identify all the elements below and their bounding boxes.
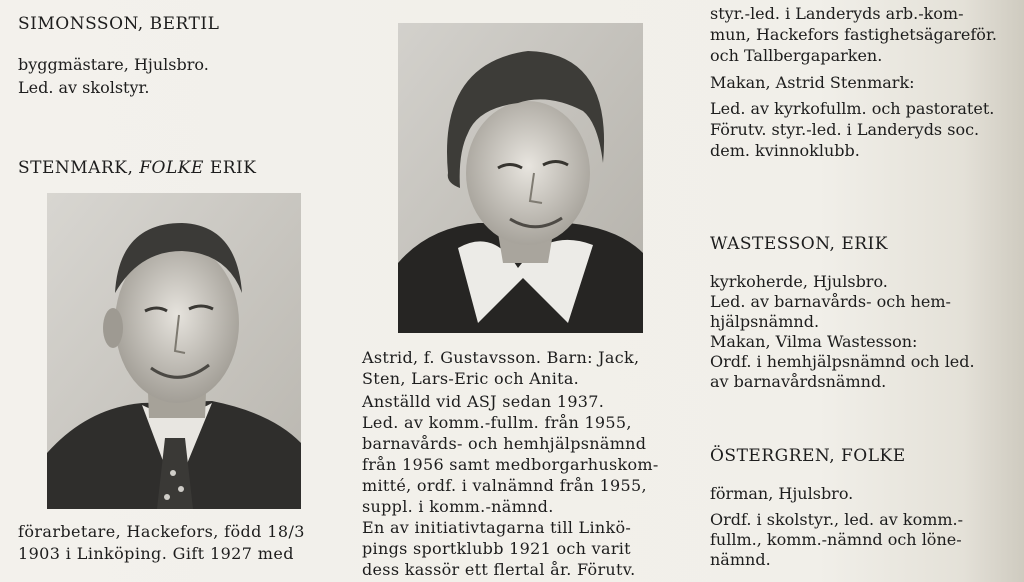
entry-text-line: Ordf. i skolstyr., led. av komm.- — [710, 510, 964, 529]
caption-line: 1903 i Linköping. Gift 1927 med — [18, 544, 294, 563]
entry-text-line: av barnavårdsnämnd. — [710, 372, 887, 391]
body-line: styr.-led. i Landeryds arb.-kom- — [710, 4, 964, 23]
body-line: barnavårds- och hemhjälpsnämnd — [362, 434, 647, 453]
entry-text-line: kyrkoherde, Hjulsbro. — [710, 272, 888, 291]
entry-name-stenmark — [18, 158, 256, 178]
portrait-photo-woman — [398, 23, 643, 333]
surname: SIMONSSON, — [18, 14, 144, 34]
caption-line: förarbetare, Hackefors, född 18/3 — [18, 522, 305, 541]
given-name-italic: FOLKE — [139, 158, 204, 178]
surname: STENMARK, — [18, 158, 134, 178]
body-line: Led. av komm.-fullm. från 1955, — [362, 413, 632, 432]
entry-text-line: hjälpsnämnd. — [710, 312, 820, 331]
given-name: BERTIL — [149, 14, 220, 34]
body-line: från 1956 samt medborgarhuskom- — [362, 455, 659, 474]
body-line: suppl. i komm.-nämnd. — [362, 497, 554, 516]
entry-text-line: fullm., komm.-nämnd och löne- — [710, 530, 962, 549]
body-line: Astrid, f. Gustavsson. Barn: Jack, — [362, 348, 640, 367]
body-line: Anställd vid ASJ sedan 1937. — [362, 392, 605, 411]
body-line: mitté, ordf. i valnämnd från 1955, — [362, 476, 647, 495]
body-line: Makan, Astrid Stenmark: — [710, 73, 915, 92]
entry-text-line: Ordf. i hemhjälpsnämnd och led. — [710, 352, 975, 371]
entry-text-line: Makan, Vilma Wastesson: — [710, 332, 918, 351]
body-line: Förutv. styr.-led. i Landeryds soc. — [710, 120, 980, 139]
body-line: mun, Hackefors fastighetsägareför. — [710, 25, 997, 44]
entry-name-simonsson — [18, 14, 219, 34]
body-line: dem. kvinnoklubb. — [710, 141, 860, 160]
given-name-rest: ERIK — [209, 158, 257, 178]
portrait-photo-man — [47, 193, 301, 509]
entry-text-line: förman, Hjulsbro. — [710, 484, 854, 503]
entry-name-wastesson: WASTESSON, ERIK — [710, 234, 888, 254]
body-line: En av initiativtagarna till Linkö- — [362, 518, 632, 537]
body-line: Led. av kyrkofullm. och pastoratet. — [710, 99, 995, 118]
body-line: och Tallbergaparken. — [710, 46, 883, 65]
entry-text-line: Led. av barnavårds- och hem- — [710, 292, 951, 311]
body-line: pings sportklubb 1921 och varit — [362, 539, 631, 558]
entry-text-line: nämnd. — [710, 550, 771, 569]
entry-text-line: byggmästare, Hjulsbro. — [18, 55, 209, 74]
body-line: Sten, Lars-Eric och Anita. — [362, 369, 580, 388]
body-line: dess kassör ett flertal år. Förutv. — [362, 560, 636, 579]
entry-name-ostergren: ÖSTERGREN, FOLKE — [710, 446, 906, 466]
entry-text-line: Led. av skolstyr. — [18, 78, 150, 97]
